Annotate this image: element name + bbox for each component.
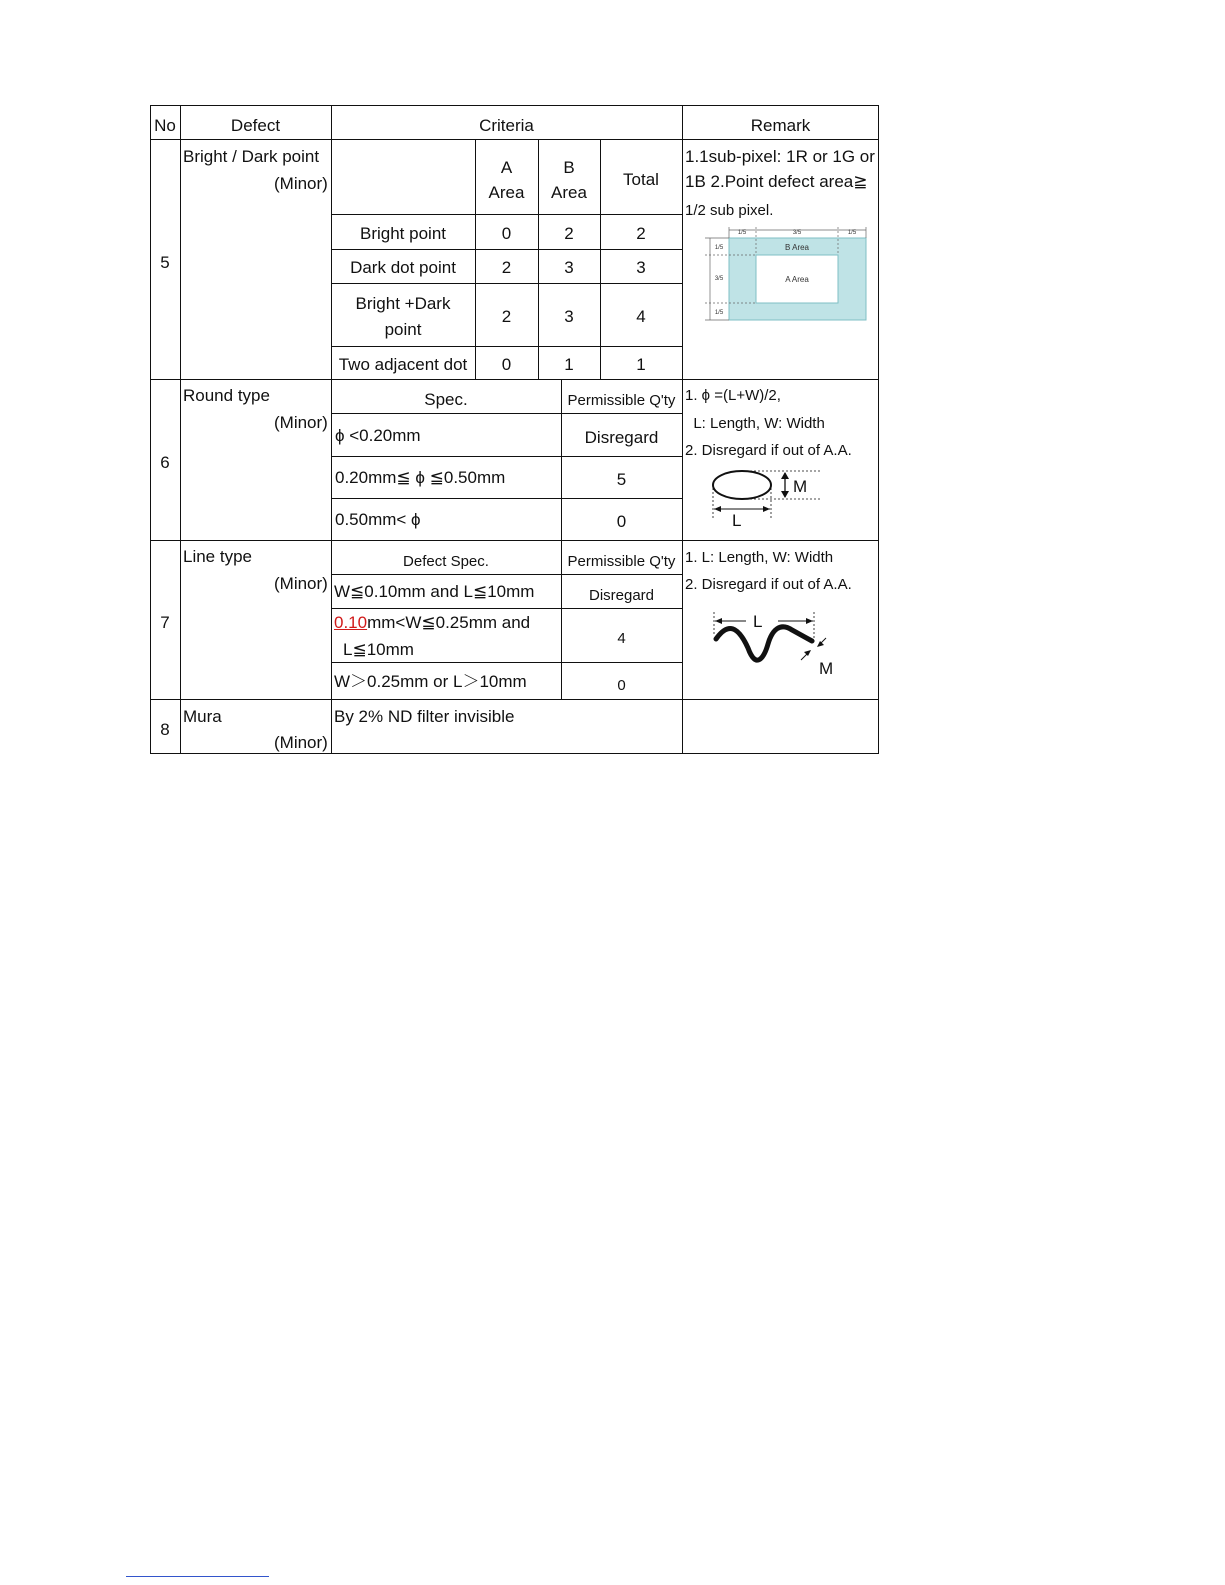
item-label: Bright point [360, 224, 446, 243]
remark-text: 2. Disregard if out of A.A. [685, 576, 852, 593]
qty-value: Disregard [588, 587, 655, 604]
l-label: L [753, 612, 763, 631]
divider [150, 540, 879, 541]
defect-name: Mura [183, 707, 222, 726]
item-a: 2 [501, 307, 512, 326]
remark-text: 1. L: Length, W: Width [685, 549, 834, 566]
item-b: 3 [564, 307, 574, 326]
header-defect: Defect [230, 116, 281, 135]
header-remark: Remark [750, 116, 811, 135]
column-b-label: B [563, 158, 575, 177]
tick-label: 3/5 [714, 276, 724, 282]
line-defect-shape [716, 627, 812, 660]
item-label: Bright +Dark [355, 294, 451, 313]
footer-rule [126, 1576, 269, 1577]
divider [331, 608, 682, 609]
row-number: 7 [160, 613, 170, 632]
spec-value: 0.20mm≦ ϕ ≦0.50mm [335, 468, 506, 487]
divider [150, 379, 879, 380]
tick-label: 3/5 [792, 230, 802, 236]
defect-severity: (Minor) [274, 174, 328, 193]
item-label: Two adjacent dot [338, 355, 468, 374]
l-label: L [732, 511, 742, 530]
qty-header: Permissible Q'ty [567, 553, 676, 570]
row-number: 6 [160, 453, 170, 472]
round-defect-shape [713, 471, 771, 499]
m-label: M [793, 477, 808, 496]
b-area-label: B Area [784, 243, 810, 252]
item-total: 4 [636, 307, 646, 326]
column-b-label: Area [551, 183, 587, 202]
column-a-label: Area [488, 183, 525, 202]
item-b: 2 [564, 224, 574, 243]
defect-severity: (Minor) [274, 733, 328, 752]
spec-value: ϕ <0.20mm [335, 426, 421, 445]
divider [331, 214, 682, 215]
divider [331, 456, 682, 457]
column-total-label: Total [623, 170, 659, 189]
defect-name: Round type [183, 386, 270, 405]
defect-severity: (Minor) [274, 574, 328, 593]
item-a: 0 [501, 355, 512, 374]
remark-text: L: Length, W: Width [685, 415, 825, 432]
item-label: point [384, 320, 422, 339]
spec-rest: mm<W≦0.25mm and [367, 613, 531, 632]
divider [682, 105, 683, 754]
m-label: M [819, 659, 834, 678]
qty-value: 4 [617, 630, 626, 647]
divider [331, 105, 332, 754]
item-total: 3 [636, 258, 646, 277]
spec-header: Defect Spec. [403, 553, 489, 570]
remark-text: 1/2 sub pixel. [685, 202, 774, 219]
row-number: 8 [160, 720, 170, 739]
divider [331, 283, 682, 284]
a-area-label: A Area [785, 275, 809, 284]
round-defect-diagram [705, 466, 825, 530]
spec-value: W＞0.25mm or L＞10mm [334, 672, 527, 691]
spec-header: Spec. [424, 390, 468, 409]
line-defect-diagram [706, 608, 846, 678]
divider [331, 574, 682, 575]
qty-header: Permissible Q'ty [567, 392, 676, 409]
tick-label: 1/5 [737, 230, 747, 236]
item-a: 2 [501, 258, 512, 277]
item-a: 0 [501, 224, 512, 243]
tick-label: 1/5 [714, 310, 724, 316]
divider [150, 699, 879, 700]
spec-value [334, 612, 530, 634]
qty-value: Disregard [584, 428, 659, 447]
item-label: Dark dot point [350, 258, 456, 277]
divider [331, 346, 682, 347]
spec-value: W≦0.10mm and L≦10mm [334, 582, 535, 601]
divider [331, 249, 682, 250]
divider [331, 413, 682, 414]
item-total: 1 [636, 355, 646, 374]
qty-value: 0 [617, 677, 626, 694]
qty-value: 0 [616, 512, 627, 531]
row-number: 5 [160, 253, 170, 272]
defect-name: Bright / Dark point [183, 147, 320, 166]
divider [331, 662, 682, 663]
item-total: 2 [636, 224, 646, 243]
item-b: 1 [564, 355, 574, 374]
divider [150, 139, 879, 140]
qty-value: 5 [616, 470, 627, 489]
defect-name: Line type [183, 547, 252, 566]
header-no: No [154, 116, 176, 135]
divider [180, 105, 181, 754]
item-b: 3 [564, 258, 574, 277]
defect-severity: (Minor) [274, 413, 328, 432]
remark-text: 1B 2.Point defect area≧ [685, 172, 868, 191]
spec-value: 0.50mm< ϕ [335, 510, 421, 529]
criteria-text: By 2% ND filter invisible [334, 707, 515, 726]
divider [331, 498, 682, 499]
tick-label: 1/5 [847, 230, 857, 236]
column-a-label: A [500, 158, 513, 177]
remark-text: 2. Disregard if out of A.A. [685, 442, 852, 459]
area-diagram [700, 222, 870, 326]
tick-label: 1/5 [714, 245, 724, 251]
remark-text: 1. ϕ =(L+W)/2, [685, 387, 781, 404]
header-criteria: Criteria [479, 116, 534, 135]
spec-value: L≦10mm [343, 640, 414, 659]
remark-text: 1.1sub-pixel: 1R or 1G or [685, 147, 875, 166]
spec-highlight: 0.10 [334, 613, 368, 632]
